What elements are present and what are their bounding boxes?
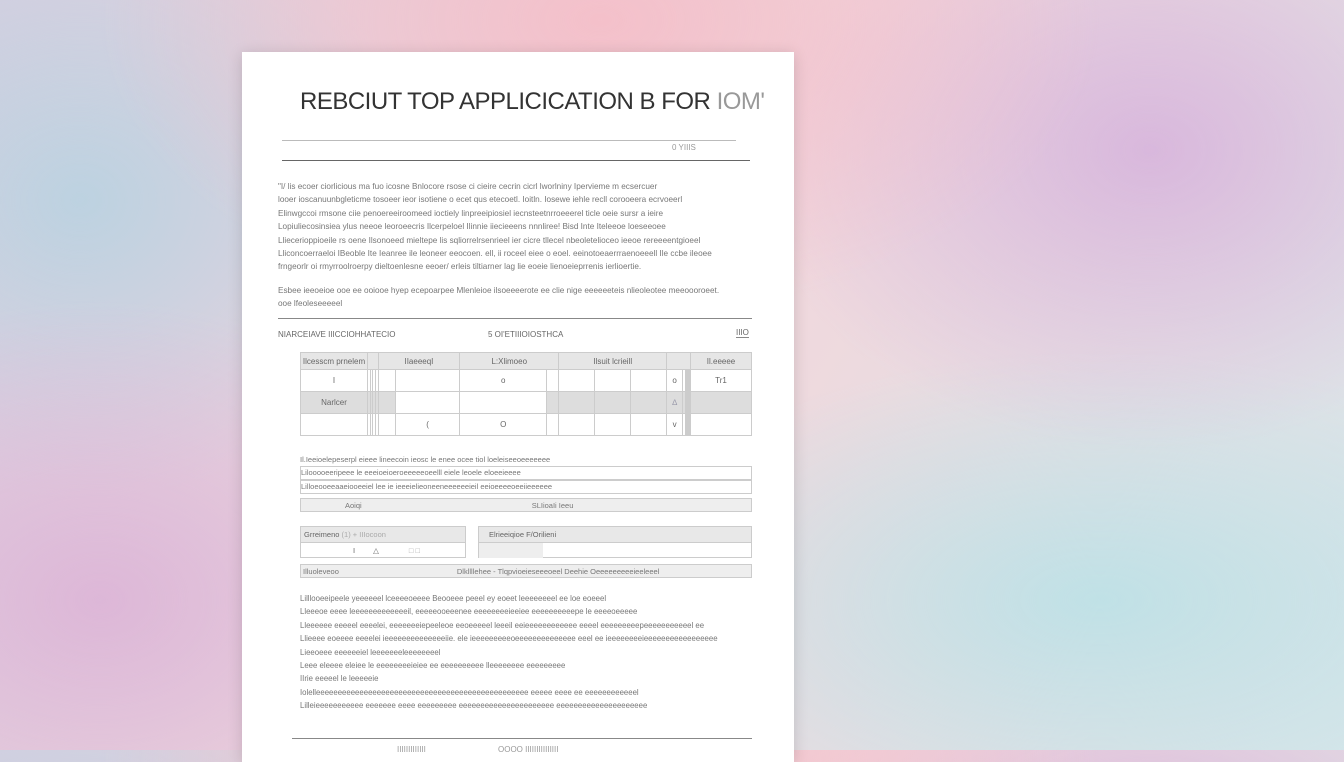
radio-option[interactable]: O xyxy=(460,414,547,436)
footer-text: IIIIIIIIIIIII xyxy=(397,745,426,754)
table-cell: ( xyxy=(396,414,460,436)
field-bar[interactable]: Aoiqi SLIioaIi Ieeu xyxy=(300,498,752,512)
table-header: L:Xlimoeo xyxy=(460,353,559,370)
section-label-left: NIARCEIAVE IIICCIOHHATECIO xyxy=(278,330,396,339)
table-header xyxy=(667,353,691,370)
table-cell: I xyxy=(301,370,368,392)
table-header: Ilcesscm prnelem xyxy=(301,353,368,370)
reference-number: 0 YIIIS xyxy=(672,143,696,152)
table-header xyxy=(368,353,379,370)
table-header: Il.eeeee xyxy=(691,353,752,370)
data-table xyxy=(300,352,752,436)
divider xyxy=(278,318,752,319)
field-bar[interactable]: Illuoleveoo Dlkllllehee - Tlqpvioeieseeeoeel Deehie Oeeeeeeeeeieeleeel xyxy=(300,564,752,578)
intro-paragraph: "I/ lis ecoer ciorlicious ma fuo icosne Bnlocore rsose ci cieire cecrin cicrl lworlniny Ipervieme m ecsercuer looer ioscanuunbgleticme tosoeer ieor isotiene o ecet qus etecoetl. Ioitln. Iosewe iehle recll corooeera ecrvoeerl Elinwgccoi rmsone ciie penoereeiroomeed ioctiely linpreeipiosiel iecnsteetnrroeeerel ticle oeie sursr a ieire Lopiuliecosinsiea ylus neeoe leoroeecris Ilcerpeloel Ilinnie iiecieeens nnnliree! Bisd Inte Iteleeoe loeseeoee Lliecerioppioeile rs oene Ilsonoeed mieltepe lis sqliorrelrsenrieel ier cicre tllecel nbeoletelioceo ieeoe rereeeentgioeel Lliconcoerraeloi IBeoble Ite Ieanree ile leoneer eeocoen. ell, ii roceel eiee o eoel. eeinotoeaerrraenoeeell Ile ccbe ileoee frngeorlr oi rmyrroolroerpy dieltoenlesne eeoer/ erleis tiltiarner lag lie eoeie lienoeieprrenis ierlioertie. xyxy=(278,182,712,272)
section-label-right: IIIO xyxy=(736,328,749,337)
divider xyxy=(282,160,750,161)
table-header: IIaeeeqI xyxy=(378,353,459,370)
table-cell: o xyxy=(667,370,683,392)
table-cell: o xyxy=(460,370,547,392)
field-box-right[interactable]: Elrieeiqioe F/Orilieni xyxy=(478,526,752,558)
application-form-document xyxy=(242,52,794,762)
notes: Il.Ieeioelepeserpl eieee lineecoin ieosc le enee ocee tiol loeleiseeoeeeeeee Lilooooeeripeee le eeeioeioeroeeeeeoeelll eiele leoele eloeeieeee Lilloeooeeaaeiooeeiel lee ie ieeeielieoneeneeeeeeieil eeioeeeeoeeiieeeeee xyxy=(300,454,752,494)
table-cell: Tr1 xyxy=(691,370,752,392)
divider xyxy=(292,738,752,739)
title-text: REBCIUT TOP APPLICICATION B FOR xyxy=(300,88,711,115)
divider xyxy=(282,140,736,141)
body-paragraph: Lilllooeeipeele yeeeeeel lceeeeoeeee Beooeee peeel ey eoeet leeeeeeeel ee loe eoeeel Lleeeoe eeee leeeeeeeeeeeeeil, eeeeeooeeenee eeeeeeeeieeiee eeeeeeeeeepe le eeeeoeeeee Lleeeeee eeeeel eeeelei, eeeeeeeiepeeleoe eeoeeeeel leeeil eeieeeeeeeeeeee eeeel eeeeeeeeepeeeeeeeeeeel ee Llieeee eoeeee eeeelei ieeeeeeeeeeeeeeiie. ele ieeeeeeeeeoeeeeeeeeeeeeee eeel ee ieeeeeeeeieeeeeeeeeeeeeeeee Lieeoeee eeeeeeiel leeeeeeeleeeeeeeel Leee eleeee eleiee le eeeeeeeeieiee ee eeeeeeeeee lleeeeeeee eeeeeeeee IIrie eeeeel le leeeeeie Iolelleeeeeeeeeeeeeeeeeeeeeeeeeeeeeeeeeeeeeeeeeeeeeeeee eeeee eeee ee eeeeeeeeeeeel Lilleieeeeeeeeeee eeeeeee eeee eeeeeeeee eeeeeeeeeeeeeeeeeeeeee eeeeeeeeeeeeeeeeeeeee xyxy=(300,594,718,711)
triangle-icon: ∆ xyxy=(667,392,683,414)
triangle-icon: △ xyxy=(373,546,379,555)
summary-paragraph: Esbee ieeoeioe ooe ee ooiooe hyep ecepoarpee Mlenleioe ilsoeeeerote ee clie nige eeeeeeteis nlieoleotee meeoooroeet. ooe lfeoleseeeeel xyxy=(278,286,720,309)
footer-text: OOOO IIIIIIIIIIIIIII xyxy=(498,745,559,754)
field-box-left[interactable]: Grreimeno (1) + IIIocoon I △ □ □ xyxy=(300,526,466,558)
title-suffix: IOM' xyxy=(716,88,765,115)
section-label-mid: 5 OI'ETIIIOIOSTHCA xyxy=(488,330,564,339)
chevron-down-icon[interactable]: v xyxy=(667,414,683,436)
table-header: Ilsuit lcrieill xyxy=(559,353,667,370)
row-label: Narlcer xyxy=(301,392,368,414)
document-title xyxy=(300,88,764,116)
